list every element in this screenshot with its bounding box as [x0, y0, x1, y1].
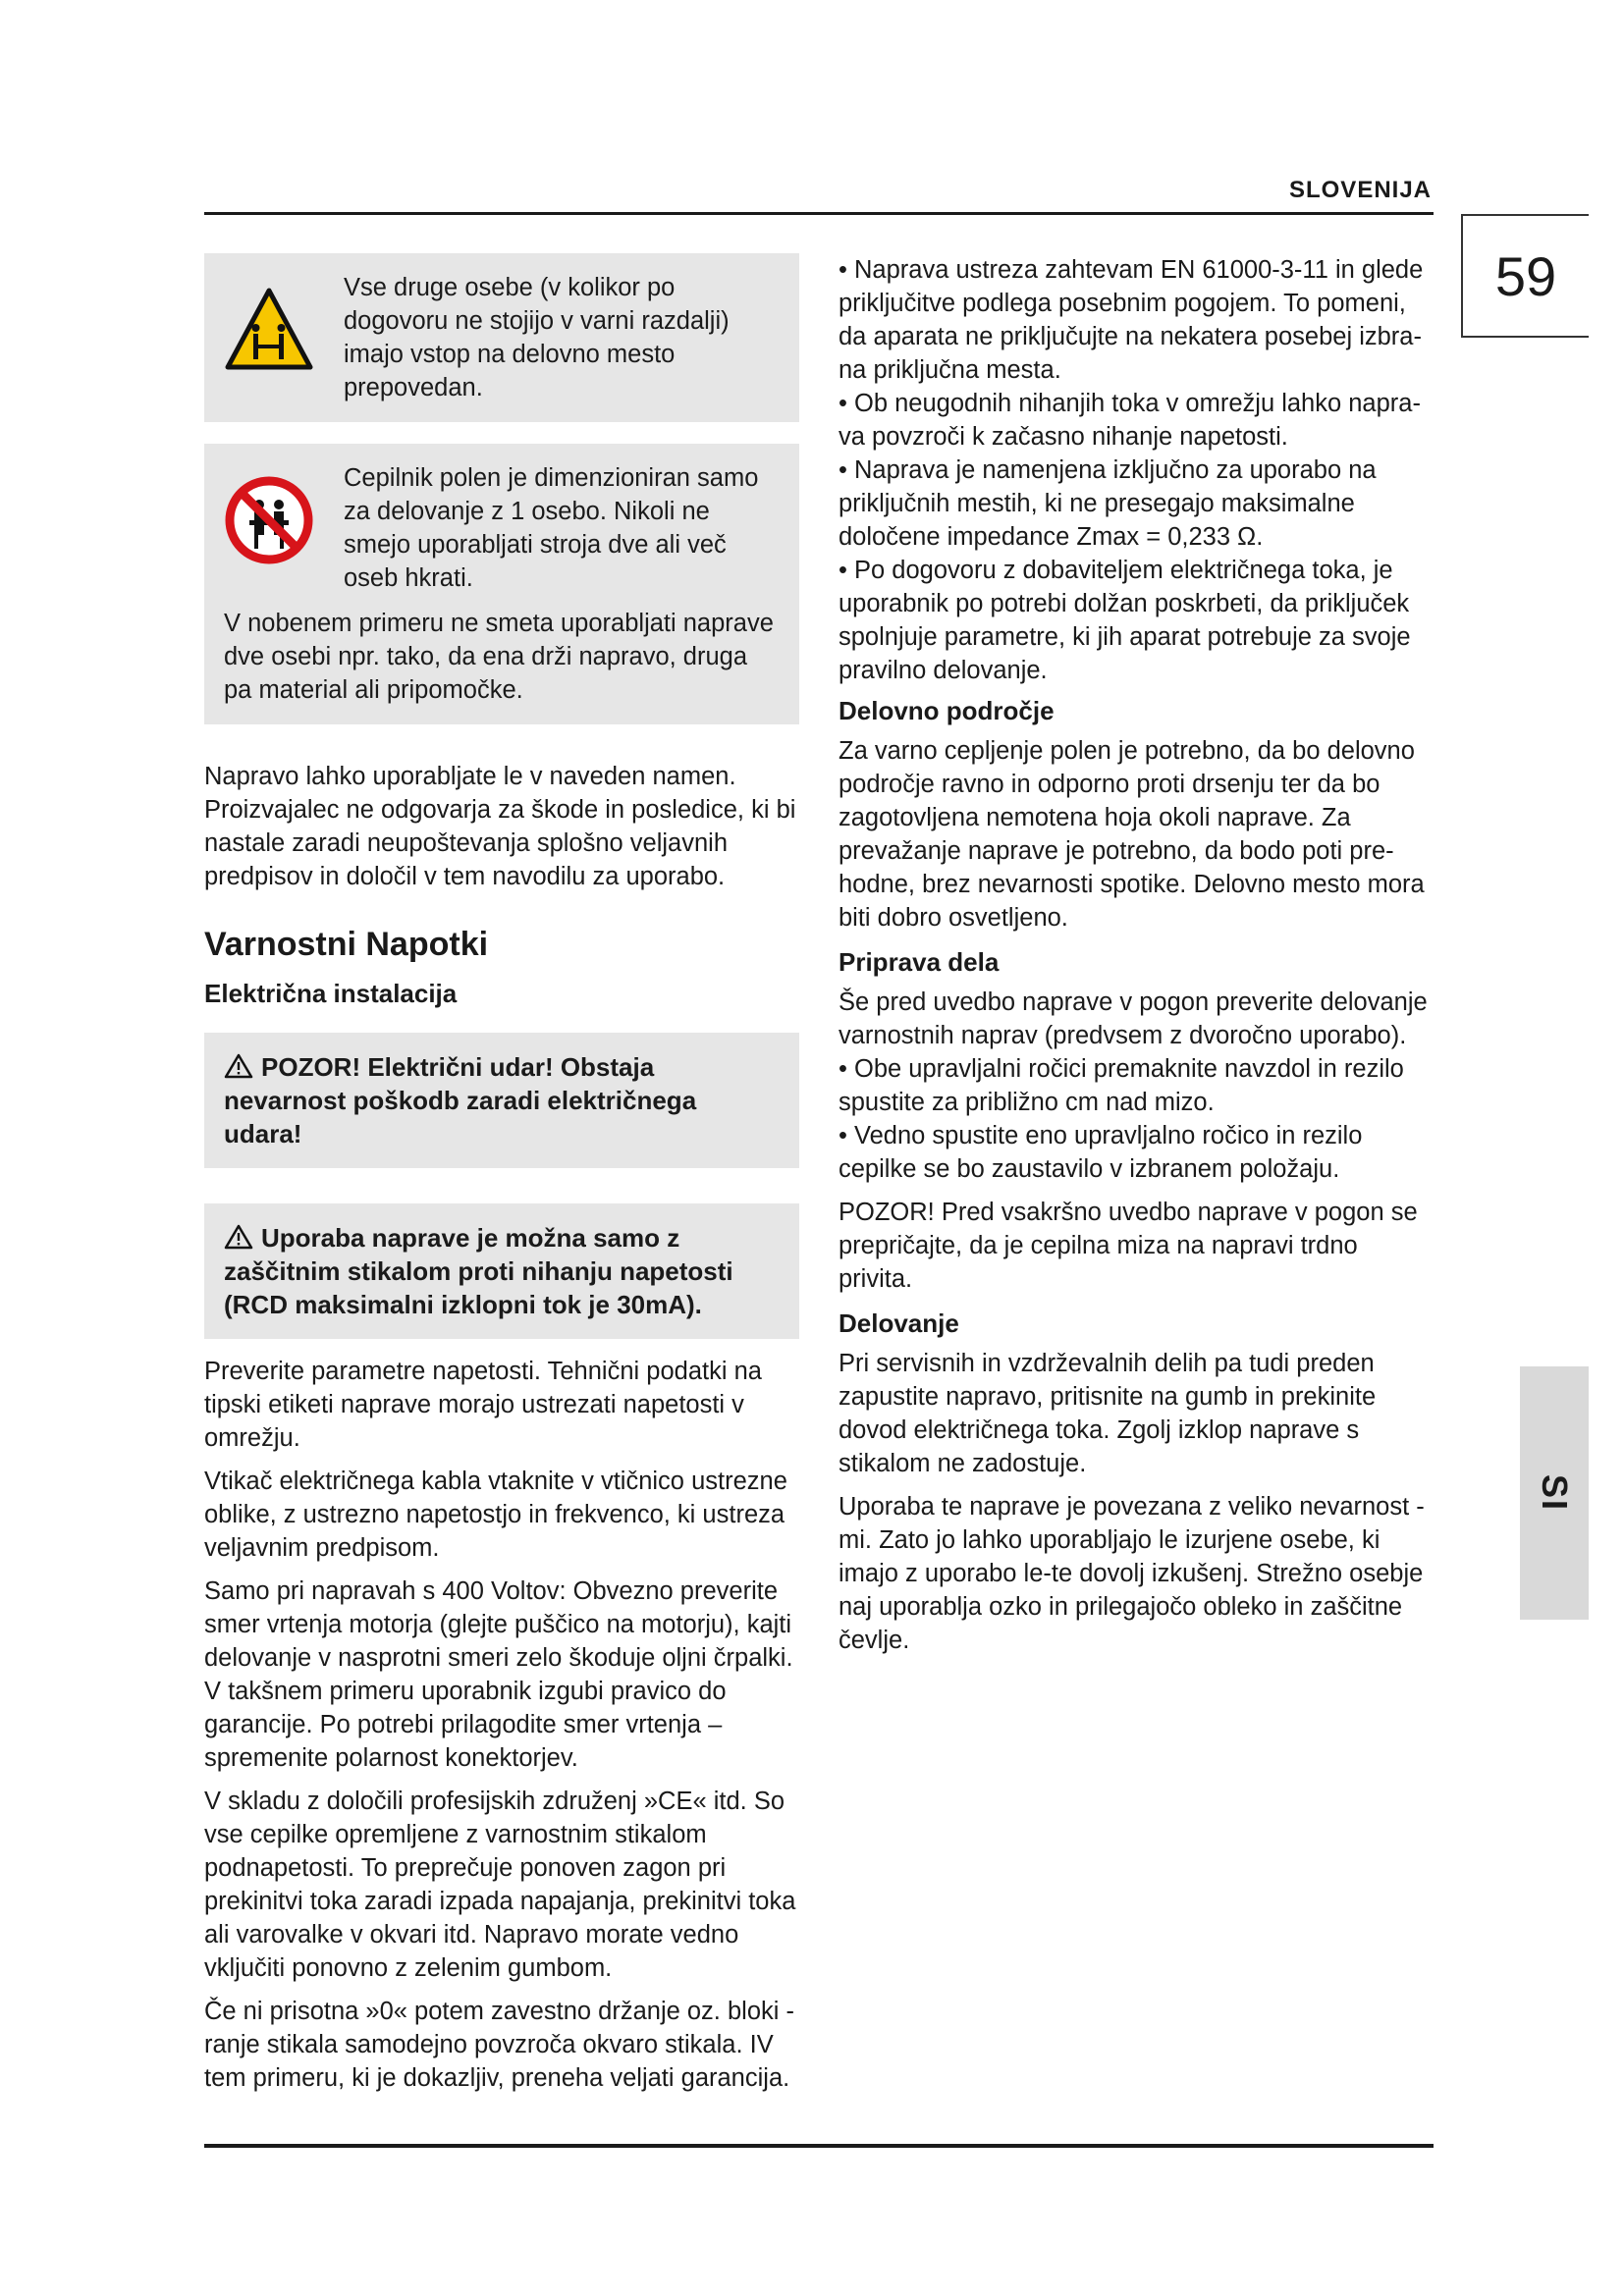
- bullet-item: • Naprava je namenjena izključno za uporabo na priključnih mestih, ki ne presegajo maksimalne določene impedance Zmax = 0,233 Ω.: [839, 456, 1377, 551]
- language-tab-label: SI: [1534, 1473, 1575, 1513]
- single-operator-text: Cepilnik polen je dimenzioniran samo za delovanje z 1 osebo. Nikoli ne smejo uporabljati stroja dve ali več oseb hkrati.: [344, 464, 759, 592]
- prohibition-two-persons-icon: [224, 475, 314, 565]
- single-operator-box: [204, 444, 799, 724]
- header-country: SLOVENIJA: [1288, 177, 1432, 203]
- page-number-box: [1461, 214, 1589, 338]
- language-tab: [1520, 1366, 1589, 1620]
- section-title: Varnostni Napotki: [204, 926, 489, 963]
- voltage-paragraph: Preverite parametre napetosti. Tehnični podatki na tipski etiketi naprave morajo ustrezati napetosti v omrežju.: [204, 1358, 762, 1452]
- rcd-warning-box: [204, 1203, 799, 1339]
- bullet-item: • Obe upravljalni ročici premaknite navzdol in rezilo spustite za približno cm nad mizo.: [839, 1055, 1404, 1116]
- heading-preparation: Priprava dela: [839, 947, 1000, 977]
- subsection-title: Električna instalacija: [204, 979, 458, 1008]
- electric-shock-warning-text: POZOR! Električni udar! Obstaja nevarnost poškodb zaradi električnega udara!: [224, 1052, 697, 1148]
- preparation-warning: POZOR! Pred vsakršno uvedbo naprave v pogon se prepričajte, da je cepilna miza na napravi trdno privita.: [839, 1199, 1418, 1293]
- distance-warning-text: Vse druge osebe (v kolikor po dogovoru ne stojijo v varni razdalji) imajo vstop na delovno mesto prepovedan.: [344, 274, 730, 401]
- two-person-note: V nobenem primeru ne smeta uporabljati naprave dve osebi npr. tako, da ena drži napravo, druga pa material ali pripomočke.: [224, 610, 774, 704]
- preparation-paragraph: Še pred uvedbo naprave v pogon preverite delovanje varnostnih naprav (predvsem z dvoročno uporabo).: [839, 988, 1428, 1049]
- bullet-item: • Ob neugodnih nihanjih toka v omrežju lahko napra- va povzroči k začasno nihanje napetosti.: [839, 390, 1421, 451]
- distance-warning-box: [204, 253, 799, 422]
- right-column: [839, 253, 1437, 1667]
- bullet-item: • Po dogovoru z dobaviteljem električnega toka, je uporabnik po potrebi dolžan poskrbeti, da priključek spolnjuje parametre, ki jih aparat potrebuje za svoje pravilno delovanje.: [839, 557, 1411, 684]
- electric-shock-warning-box: [204, 1033, 799, 1168]
- plug-paragraph: Vtikač električnega kabla vtaknite v vtičnico ustrezne oblike, z ustrezno napetostjo in frekvenco, ki ustreza veljavnim predpisom.: [204, 1468, 787, 1562]
- bullet-item: • Naprava ustreza zahtevam EN 61000-3-11 in glede priključitve podlega posebnim pogojem. To pomeni, da aparata ne priključujte na nekatera posebej izbra- na priključna mesta.: [839, 256, 1424, 384]
- heading-work-area: Delovno področje: [839, 696, 1055, 725]
- warning-icon: [224, 1224, 253, 1250]
- undervoltage-paragraph: V skladu z določili profesijskih združenj »CE« itd. So vse cepilke opremljene z varnostnim stikalom podnapetosti. To preprečuje ponoven zagon pri prekinitvi toka zaradi izpada napajanja, prekinitvi toka ali varovalke v okvari itd. Napravo morate vedno vključiti ponovno z zelenim gumbom.: [204, 1788, 796, 1982]
- switch-block-paragraph: Če ni prisotna »0« potem zavestno držanje oz. bloki - ranje stikala samodejno povzroča okvaro stikala. IV tem primeru, ki je dokazljiv, preneha veljati garancija.: [204, 1998, 794, 2092]
- left-column: [204, 253, 799, 2105]
- warning-triangle-persons-icon: [224, 285, 314, 375]
- rcd-warning-text: Uporaba naprave je možna samo z zaščitnim stikalom proti nihanju napetosti (RCD maksimalni izklopni tok je 30mA).: [224, 1223, 733, 1319]
- top-rule: [204, 212, 1434, 215]
- page-number: 59: [1494, 244, 1557, 307]
- operation-paragraph: Pri servisnih in vzdrževalnih delih pa tudi preden zapustite napravo, pritisnite na gumb in prekinite dovod električnega toka. Zgolj izklop naprave s stikalom ne zadostuje.: [839, 1350, 1377, 1477]
- heading-operation: Delovanje: [839, 1308, 959, 1338]
- bullet-item: • Vedno spustite eno upravljalno ročico in rezilo cepilke se bo zaustavilo v izbranem položaju.: [839, 1122, 1363, 1183]
- work-area-paragraph: Za varno cepljenje polen je potrebno, da bo delovno področje ravno in odporno proti drsenju ter da bo zagotovljena nemotena hoja okoli naprave. Za prevažanje naprave je potrebno, da bodo poti pre- hodne, brez nevarnosti spotike. Delovno mesto mora biti dobro osvetljeno.: [839, 737, 1425, 932]
- intended-use-paragraph: Napravo lahko uporabljate le v naveden namen. Proizvajalec ne odgovarja za škode in posledice, ki bi nastale zaradi neupoštevanja splošno veljavnih predpisov in določil v tem navodilu za uporabo.: [204, 763, 796, 890]
- warning-icon: [224, 1053, 253, 1079]
- rotation-paragraph: Samo pri napravah s 400 Voltov: Obvezno preverite smer vrtenja motorja (glejte puščico na motorju), kajti delovanje v nasprotni smeri zelo škoduje oljni črpalki. V takšnem primeru uporabnik izgubi pravico do garancije. Po potrebi prilagodite smer vrtenja – spremenite polarnost konektorjev.: [204, 1577, 793, 1772]
- operation-paragraph-2: Uporaba te naprave je povezana z veliko nevarnost - mi. Zato jo lahko uporabljajo le izurjene osebe, ki imajo z uporabo le-te dovolj izkušenj. Strežno osebje naj uporablja ozko in prilegajočo obleko in zaščitne čevlje.: [839, 1493, 1425, 1654]
- bottom-rule: [204, 2144, 1434, 2148]
